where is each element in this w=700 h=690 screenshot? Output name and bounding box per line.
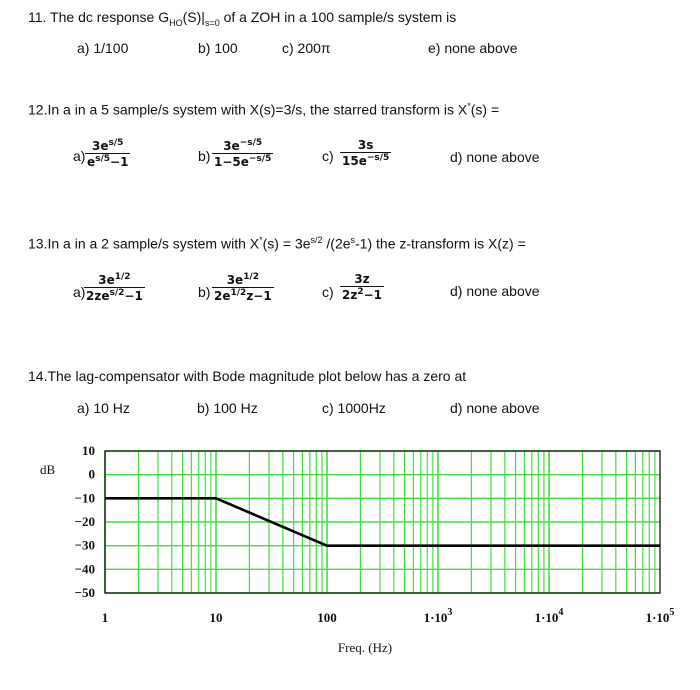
q12-a-denominator: $e^{s/5}-1$ — [87, 154, 129, 169]
y-tick-label: 10 — [82, 443, 95, 458]
q12-stem: 12.In a in a 5 sample/s system with X(s)=3/s, the starred transform is X*(s) = — [28, 101, 500, 118]
chart-frame — [105, 451, 660, 593]
q13-option-d[interactable]: d) none above — [450, 283, 540, 299]
chart-series — [105, 498, 660, 545]
x-tick-exponent: 3 — [447, 607, 453, 618]
q13-c-numerator: 3z — [354, 272, 370, 286]
q14-option-a[interactable]: a) 10 Hz — [77, 400, 130, 416]
q14-stem: 14.The lag-compensator with Bode magnitude plot below has a zero at — [28, 368, 467, 384]
x-tick-label: $1\cdot 10^3$ — [423, 607, 453, 625]
q11-option-b[interactable]: b) 100 — [198, 40, 238, 56]
y-tick-label: 0 — [88, 466, 95, 482]
x-tick-label: 100 — [317, 610, 337, 625]
plot-frame — [105, 451, 660, 593]
chart-y-ticks — [75, 443, 95, 600]
q13-option-a-fraction[interactable] — [84, 272, 145, 303]
q13-option-a-label[interactable]: a) — [73, 284, 86, 300]
x-tick-exponent: 4 — [558, 607, 564, 618]
q12-c-denominator: $15e^{-s/5}$ — [342, 153, 390, 168]
q11-option-a[interactable]: a) 1/100 — [77, 40, 129, 56]
q12-option-b-fraction[interactable] — [212, 138, 273, 169]
q13-b-numerator: $3e^{1/2}$ — [226, 272, 259, 287]
q12-a-numerator: $3e^{s/5}$ — [92, 138, 124, 153]
q12-option-c-fraction[interactable] — [340, 138, 391, 168]
q12-option-a-fraction[interactable] — [85, 138, 130, 169]
q13-a-denominator: $2ze^{s/2}-1$ — [86, 288, 143, 303]
y-tick-label: −10 — [74, 490, 95, 506]
x-tick-label: 1 — [101, 610, 109, 625]
q13-option-b-label[interactable]: b) — [198, 284, 211, 300]
q14-option-d[interactable]: d) none above — [450, 400, 540, 416]
y-tick-label: −50 — [74, 585, 95, 600]
q12-b-denominator: $1-5e^{-s/5}$ — [214, 154, 272, 169]
x-tick-label: $1\cdot 10^4$ — [534, 607, 564, 625]
q13-a-numerator: $3e^{1/2}$ — [98, 272, 131, 287]
chart-grid — [105, 451, 660, 593]
q12-c-numerator: 3s — [357, 138, 374, 152]
x-tick-label: 10 — [209, 610, 223, 625]
chart-x-ticks — [102, 607, 675, 625]
x-tick-label: $1\cdot 10^5$ — [645, 607, 675, 625]
chart-y-axis-label: dB — [40, 462, 56, 477]
y-tick-label: −30 — [74, 537, 95, 553]
q13-stem: 13.In a in a 2 sample/s system with $X^*(s) = 3e^{s/2}$ $/(2e^s-1)$ the z-transform is X(z) = — [28, 235, 526, 252]
q11-stem: 11. The dc response $G_{HO}(S)|_{s=0}$ of a ZOH in a 100 sample/s system is — [28, 9, 457, 28]
q12-b-numerator: $3e^{-s/5}$ — [223, 138, 263, 153]
y-tick-label: −40 — [74, 561, 95, 577]
chart-x-axis-label: Freq. (Hz) — [337, 640, 393, 655]
q12-option-b-label[interactable]: b) — [198, 148, 211, 164]
q13-option-b-fraction[interactable] — [212, 272, 274, 303]
q14-option-c[interactable]: c) 1000Hz — [322, 400, 386, 416]
q13-c-denominator: $2z^2-1$ — [342, 287, 383, 302]
q12-option-d[interactable]: d) none above — [450, 149, 540, 165]
x-tick-exponent: 5 — [669, 607, 675, 618]
q11-option-c[interactable]: c) 200π — [282, 40, 331, 56]
magnitude-line — [105, 498, 660, 545]
q13-option-c-label[interactable]: c) — [322, 284, 334, 300]
y-tick-label: −20 — [74, 514, 95, 529]
q12-option-a-label[interactable]: a) — [73, 148, 86, 164]
q13-b-denominator: $2e^{1/2}z-1$ — [214, 288, 272, 303]
q12-option-c-label[interactable]: c) — [322, 148, 334, 164]
q11-option-e[interactable]: e) none above — [428, 40, 518, 56]
q13-option-c-fraction[interactable] — [340, 272, 384, 302]
q14-option-b[interactable]: b) 100 Hz — [197, 400, 258, 416]
